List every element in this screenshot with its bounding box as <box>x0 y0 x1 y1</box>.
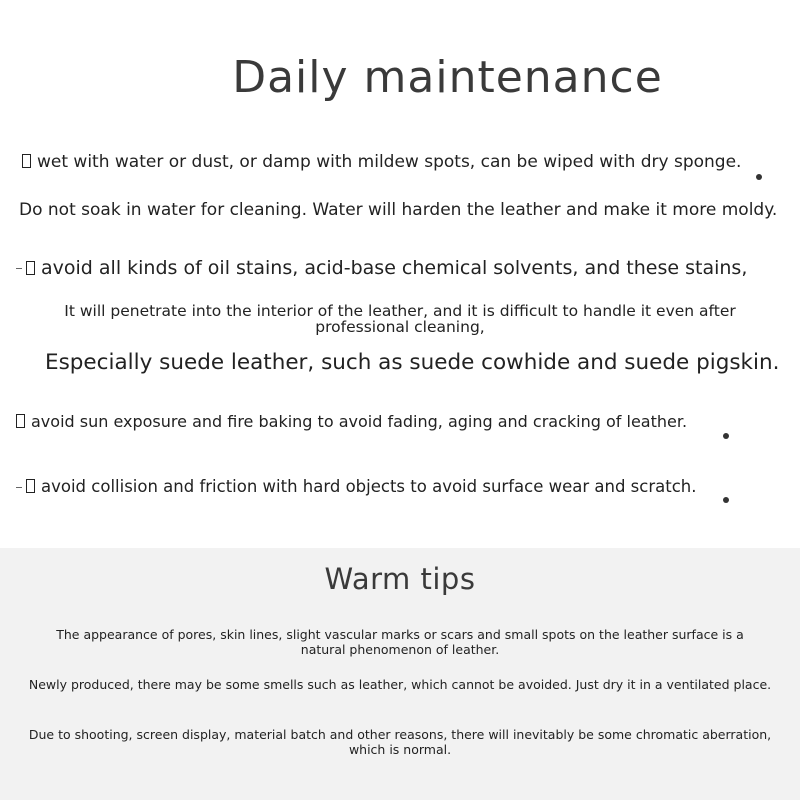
tip-item: Newly produced, there may be some smells such as leather, which cannot be avoided. Just dry it in a ventilated place. <box>28 677 772 692</box>
maintenance-item: Especially suede leather, such as suede cowhide and suede pigskin. <box>45 350 780 375</box>
maintenance-item <box>22 152 741 172</box>
dot-icon <box>723 497 729 503</box>
maintenance-item: It will penetrate into the interior of the leather, and it is difficult to handle it even after professional cleaning, <box>64 302 736 336</box>
bullet-box-icon <box>26 479 35 493</box>
maintenance-item-text: avoid collision and friction with hard objects to avoid surface wear and scratch. <box>41 477 697 496</box>
maintenance-item-text: wet with water or dust, or damp with mildew spots, can be wiped with dry sponge. <box>37 152 742 172</box>
maintenance-item <box>16 477 696 496</box>
tip-item: The appearance of pores, skin lines, slight vascular marks or scars and small spots on the leather surface is a natural phenomenon of leather. <box>56 627 744 657</box>
dash-icon <box>16 268 22 269</box>
tip-item: Due to shooting, screen display, material batch and other reasons, there will inevitably be some chromatic aberration, which is normal. <box>28 727 772 757</box>
bullet-box-icon <box>22 154 31 168</box>
dot-icon <box>756 174 762 180</box>
dash-icon <box>16 487 22 488</box>
bullet-box-icon <box>16 414 25 428</box>
tips-title: Warm tips <box>324 562 476 596</box>
maintenance-title: Daily maintenance <box>232 52 663 103</box>
maintenance-item-text: avoid sun exposure and fire baking to avoid fading, aging and cracking of leather. <box>31 412 688 431</box>
maintenance-item-text: avoid all kinds of oil stains, acid-base chemical solvents, and these stains, <box>41 257 748 279</box>
dot-icon <box>723 433 729 439</box>
maintenance-item: Do not soak in water for cleaning. Water will harden the leather and make it more moldy. <box>19 200 778 220</box>
maintenance-item <box>16 412 687 431</box>
bullet-box-icon <box>26 261 35 275</box>
maintenance-item <box>16 257 747 279</box>
